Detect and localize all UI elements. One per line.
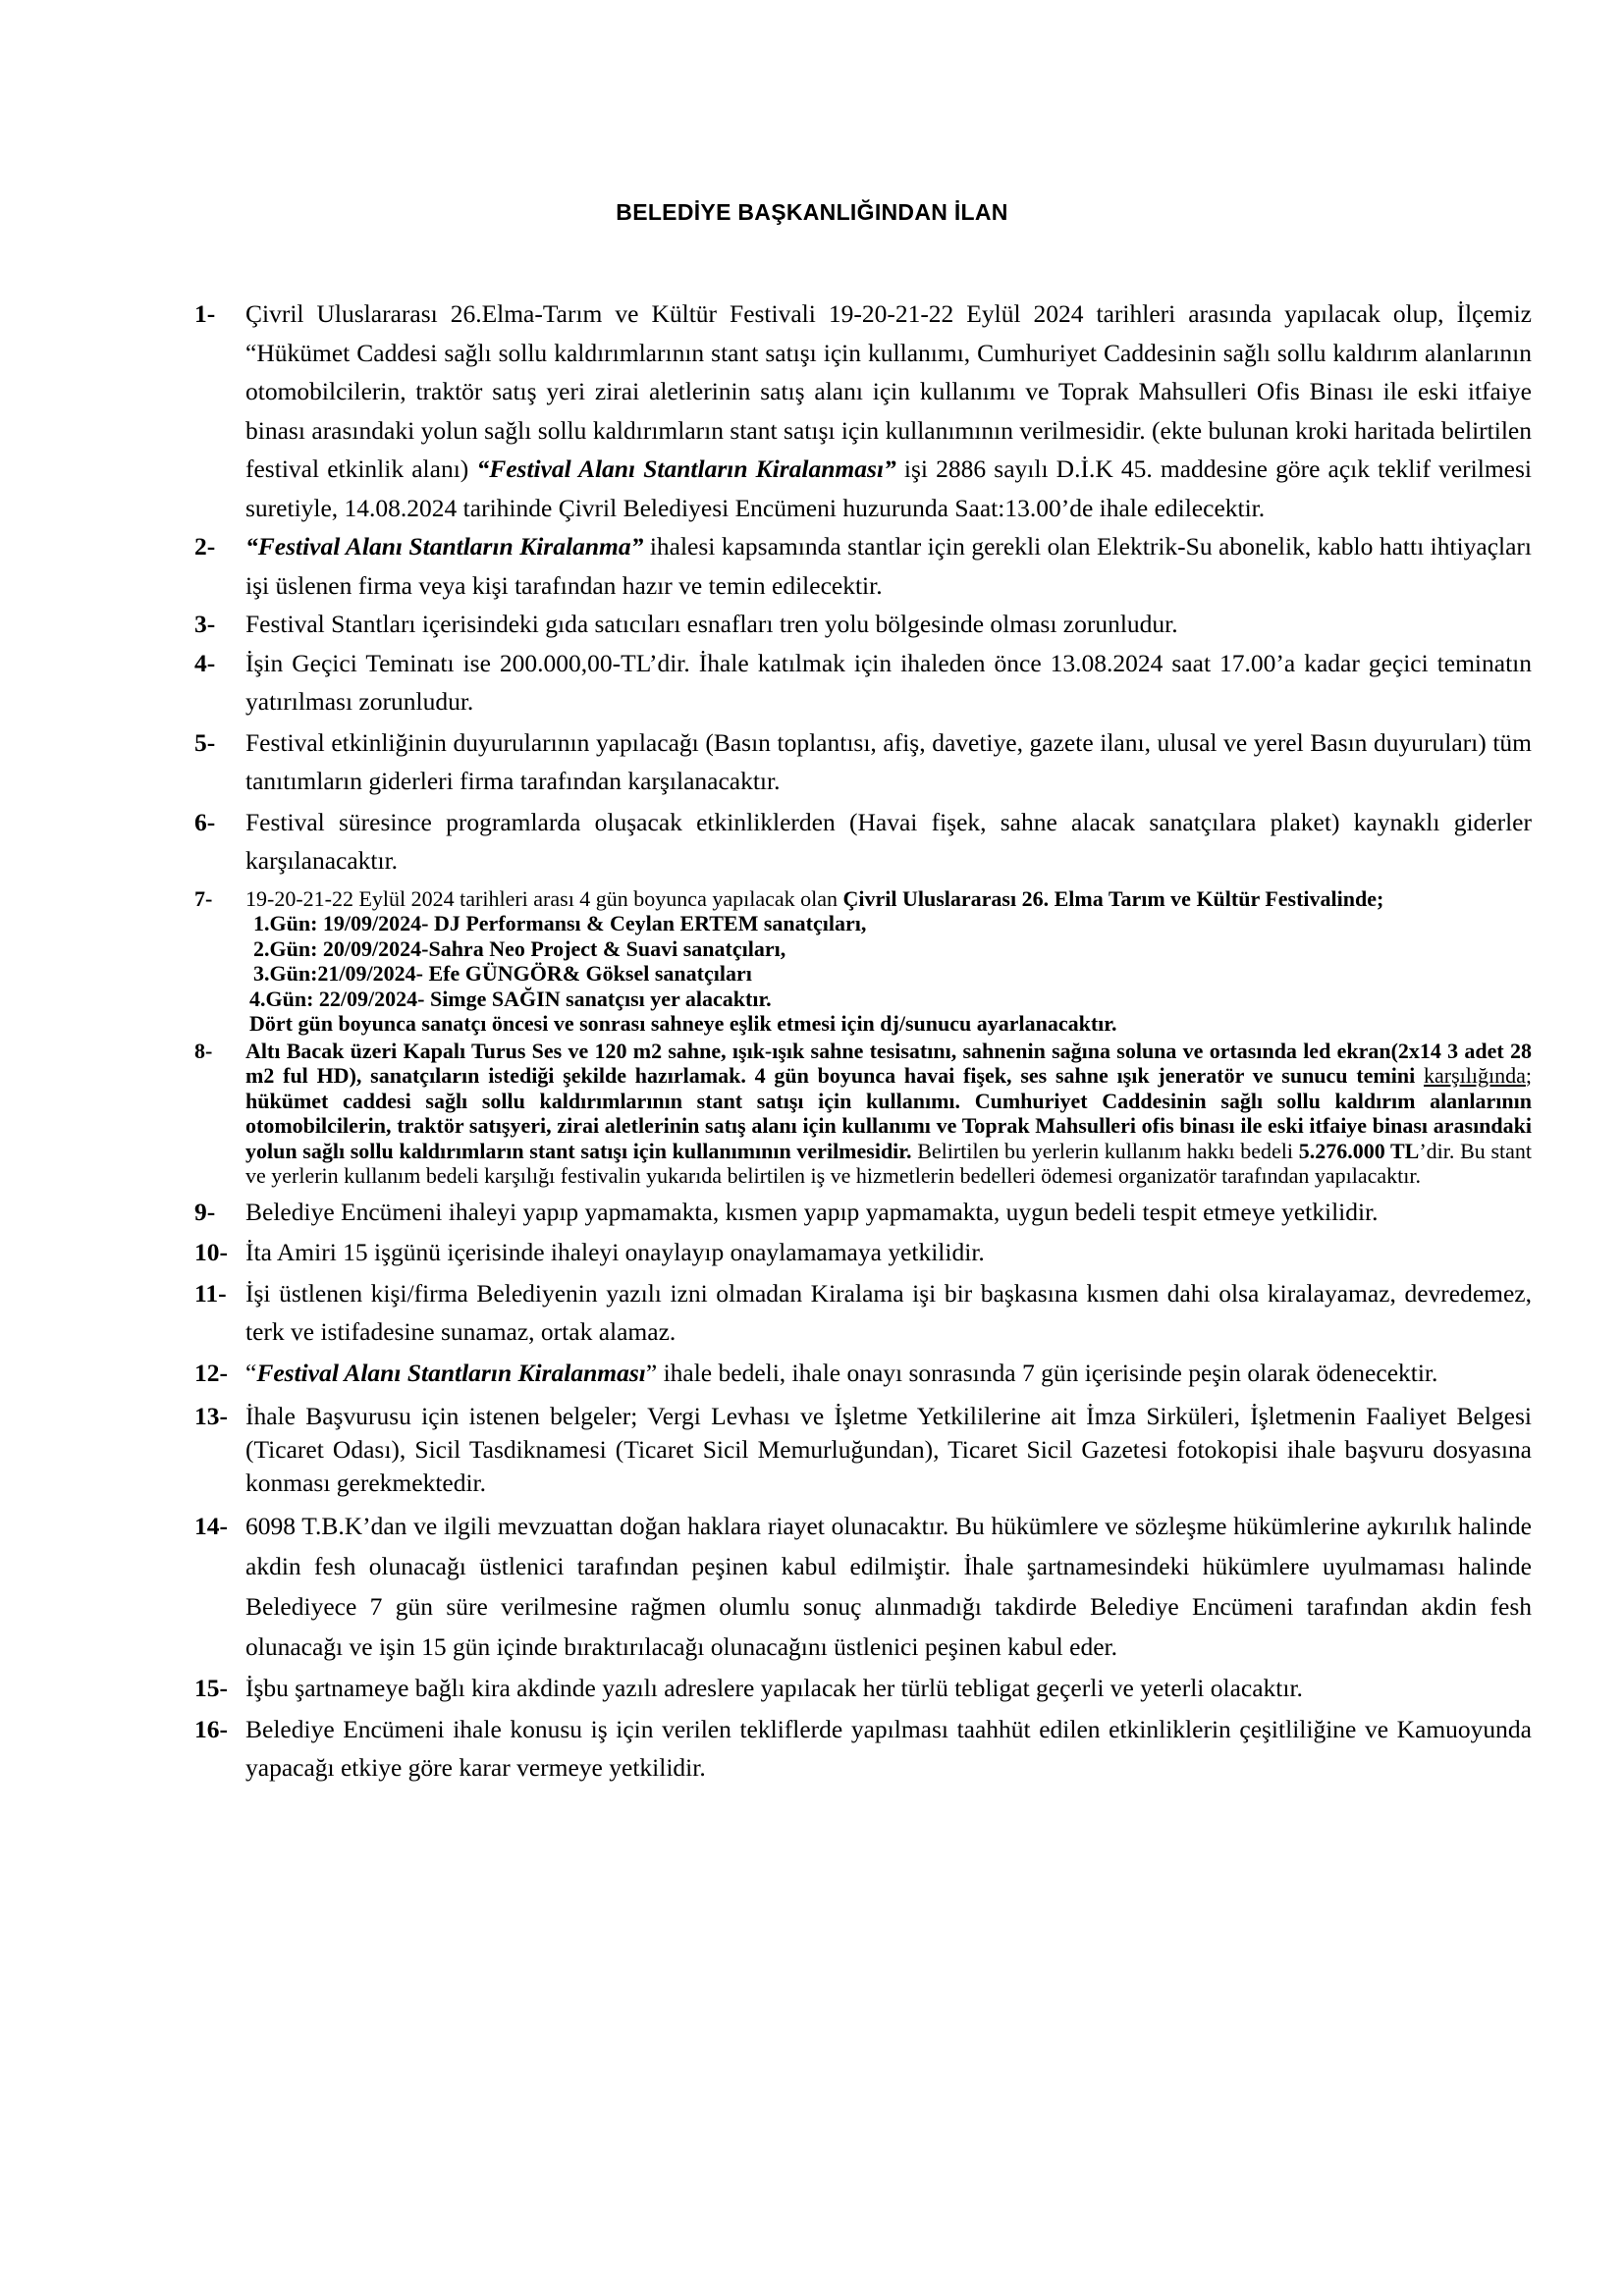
clause-list xyxy=(194,294,1532,1788)
clause-text: Belediye Encümeni ihaleyi yapıp yapmamakta, kısmen yapıp yapmamakta, uygun bedeli tespit etmeye yetkilidir. xyxy=(245,1197,1379,1226)
clause-text: işi 2886 sayılı D.İ.K 45. maddesine göre açık teklif verilmesi suretiyle, 14.08.2024 tarihinde Çivril Belediyesi Encümeni huzurunda Saat:13.00’de ihale edilecektir. xyxy=(245,454,1532,522)
clause-text: Festival süresince programlarda oluşacak etkinliklerden (Havai fişek, sahne alacak sanatçılara plaket) kaynaklı giderler karşılanacaktır. xyxy=(245,807,1532,875)
clause-text: Festival Stantları içerisindeki gıda satıcıları esnafları tren yolu bölgesinde olması zorunludur. xyxy=(245,610,1178,638)
program-day-4: 4.Gün: 22/09/2024- Simge SAĞIN sanatçısı yer alacaktır. xyxy=(249,986,772,1011)
clause-number: 3- xyxy=(194,610,216,638)
clause-6 xyxy=(194,803,1532,881)
clause-text: İşi üstlenen kişi/firma Belediyenin yazılı izni olmadan Kiralama işi bir başkasına kısmen dahi olsa kiralayamaz, devredemez, terk ve istifadesine sunamaz, ortak alamaz. xyxy=(245,1278,1532,1346)
clause-5 xyxy=(194,723,1532,801)
underlined-term: karşılığında xyxy=(1424,1063,1526,1088)
clause-1 xyxy=(194,294,1532,527)
clause-number: 13- xyxy=(194,1402,228,1430)
clause-text: 19-20-21-22 Eylül 2024 tarihleri arası 4 gün boyunca yapılacak olan xyxy=(245,885,843,911)
clause-4 xyxy=(194,644,1532,721)
clause-text: Festival etkinliğinin duyurularının yapılacağı (Basın toplantısı, afiş, davetiye, gazete ilanı, ulusal ve yerel Basın duyuruları) tüm tanıtımların giderleri firma tarafından karşılanacaktır. xyxy=(245,727,1532,795)
clause-11 xyxy=(194,1274,1532,1352)
clause-text: “ xyxy=(245,1358,257,1387)
clause-number: 10- xyxy=(194,1238,228,1266)
clause-number: 11- xyxy=(194,1278,227,1308)
clause-2 xyxy=(194,527,1532,605)
clause-number: 16- xyxy=(194,1714,228,1743)
clause-number: 2- xyxy=(194,532,216,561)
clause-12 xyxy=(194,1354,1532,1393)
clause-10 xyxy=(194,1233,1532,1272)
clause-emphasis: “Festival Alanı Stantların Kiralanması” xyxy=(476,454,896,483)
clause-text: İhale Başvurusu için istenen belgeler; Vergi Levhası ve İşletme Yetkililerine ait İmza Sirküleri, İşletmenin Faaliyet Belgesi (Ticaret Odası), Sicil Tasdiknamesi (Ticaret Sicil Memurluğundan), Ticaret Sicil Gazetesi fotokopisi ihale başvuru dosyasına konması gerekmektedir. xyxy=(245,1402,1532,1497)
clause-14 xyxy=(194,1506,1532,1667)
clause-number: 1- xyxy=(194,299,216,328)
usage-fee: 5.276.000 TL xyxy=(1298,1138,1420,1163)
program-day-1: 1.Gün: 19/09/2024- DJ Performansı & Ceylan ERTEM sanatçıları, xyxy=(253,911,867,935)
clause-text: 6098 T.B.K’dan ve ilgili mevzuattan doğan haklara riayet olunacaktır. Bu hükümlere ve sözleşme hükümlerine aykırılık halinde akdin fesh olunacağı üstlenici tarafından peşinen kabul edilmiştir. İhale şartnamesindeki hükümlere uyulmaması halinde Belediyece 7 gün süre verilmesine rağmen olumlu sonuç alınmadığı takdirde Belediye Encümeni tarafından akdin fesh olunacağı ve işin 15 gün içinde bıraktırılacağı olunacağını üstlenici peşinen kabul eder. xyxy=(245,1512,1532,1661)
clause-number: 5- xyxy=(194,727,216,757)
festival-name: Çivril Uluslararası 26. Elma Tarım ve Kültür Festivalinde; xyxy=(842,885,1384,911)
program-note: Dört gün boyunca sanatçı öncesi ve sonrası sahneye eşlik etmesi için dj/sunucu ayarlanacaktır. xyxy=(249,1011,1117,1036)
document-title: BELEDİYE BAŞKANLIĞINDAN İLAN xyxy=(616,199,1008,225)
clause-text: ” ihale bedeli, ihale onayı sonrasında 7 gün içerisinde peşin olarak ödenecektir. xyxy=(645,1358,1438,1387)
clause-7 xyxy=(194,886,1532,1037)
clause-number: 8- xyxy=(194,1038,213,1063)
clause-text: İşin Geçici Teminatı ise 200.000,00-TL’dir. İhale katılmak için ihaleden önce 13.08.2024 saat 17.00’a kadar geçici teminatın yatırılması zorunludur. xyxy=(245,648,1532,716)
clause-text: İta Amiri 15 işgünü içerisinde ihaleyi onaylayıp onaylamamaya yetkilidir. xyxy=(245,1238,985,1266)
clause-15 xyxy=(194,1669,1532,1708)
clause-number: 6- xyxy=(194,807,216,836)
clause-number: 15- xyxy=(194,1674,228,1702)
clause-text: Belediye Encümeni ihale konusu iş için verilen tekliflerde yapılması taahhüt edilen etkinliklerin çeşitliliğine ve Kamuoyunda yapacağı etkiye göre karar vermeye yetkilidir. xyxy=(245,1714,1532,1782)
clause-emphasis: Festival Alanı Stantların Kiralanması xyxy=(256,1358,646,1387)
clause-number: 4- xyxy=(194,648,216,677)
clause-number: 14- xyxy=(194,1512,228,1540)
clause-9 xyxy=(194,1193,1532,1232)
clause-text: ’dir. Bu stant ve yerlerin kullanım bedeli karşılığı festivalin yukarıda belirtilen iş ve hizmetlerin bedelleri ödemesi organizatör tarafından yapılacaktır. xyxy=(245,1138,1532,1188)
clause-number: 9- xyxy=(194,1197,216,1226)
clause-8 xyxy=(194,1039,1532,1189)
clause-text: ; xyxy=(1525,1063,1532,1088)
clause-emphasis: “Festival Alanı Stantların Kiralanma” xyxy=(245,532,644,561)
clause-number: 7- xyxy=(194,885,213,911)
clause-text: Altı Bacak üzeri Kapalı Turus Ses ve 120 m2 sahne, ışık-ışık sahne tesisatını, sahnenin sağına soluna ve ortasında led ekran(2x14 3 adet 28 m2 ful HD), sanatçıların istediği şekilde hazırlamak. 4 gün boyunca havai fişek, ses sahne ışık jeneratör ve sunucu temini xyxy=(245,1038,1532,1088)
clause-text: hükümet caddesi sağlı sollu kaldırımlarının stant satışı için kullanımı. Cumhuriyet Caddesinin sağlı sollu kaldırım alanlarının otomobilcilerin, traktör satışyeri, zirai aletlerinin satış alanı için kullanımı ve Toprak Mahsulleri ofis binası ile eski itfaiye binası arasındaki yolun sağlı sollu kaldırımların stant satışı için kullanımının verilmesidir. xyxy=(245,1088,1532,1163)
clause-text: ihalesi kapsamında stantlar için gerekli olan Elektrik-Su abonelik, kablo hattı ihtiyaçları işi üslenen firma veya kişi tarafından hazır ve temin edilecektir. xyxy=(245,532,1532,600)
program-day-3: 3.Gün:21/09/2024- Efe GÜNGÖR& Göksel sanatçıları xyxy=(253,961,752,986)
program-day-2: 2.Gün: 20/09/2024-Sahra Neo Project & Suavi sanatçıları, xyxy=(253,935,786,961)
clause-text: Belirtilen bu yerlerin kullanım hakkı bedeli xyxy=(911,1138,1299,1163)
clause-13 xyxy=(194,1400,1532,1500)
clause-16 xyxy=(194,1710,1532,1788)
clause-text: İşbu şartnameye bağlı kira akdinde yazılı adreslere yapılacak her türlü tebligat geçerli ve yeterli olacaktır. xyxy=(245,1674,1303,1702)
clause-3 xyxy=(194,605,1532,644)
clause-number: 12- xyxy=(194,1358,228,1387)
clause-text: Çivril Uluslararası 26.Elma-Tarım ve Kültür Festivali 19-20-21-22 Eylül 2024 tarihleri arasında yapılacak olup, İlçemiz “Hükümet Caddesi sağlı sollu kaldırımlarının stant satışı için kullanımı, Cumhuriyet Caddesinin sağlı sollu kaldırım alanlarının otomobilcilerin, traktör satış yeri zirai aletlerinin satış alanı için kullanımı ve Toprak Mahsulleri Ofis Binası ile eski itfaiye binası arasındaki yolun sağlı sollu kaldırımların stant satışı için kullanımının verilmesidir. (ekte bulunan kroki haritada belirtilen festival etkinlik alanı) xyxy=(245,299,1532,483)
